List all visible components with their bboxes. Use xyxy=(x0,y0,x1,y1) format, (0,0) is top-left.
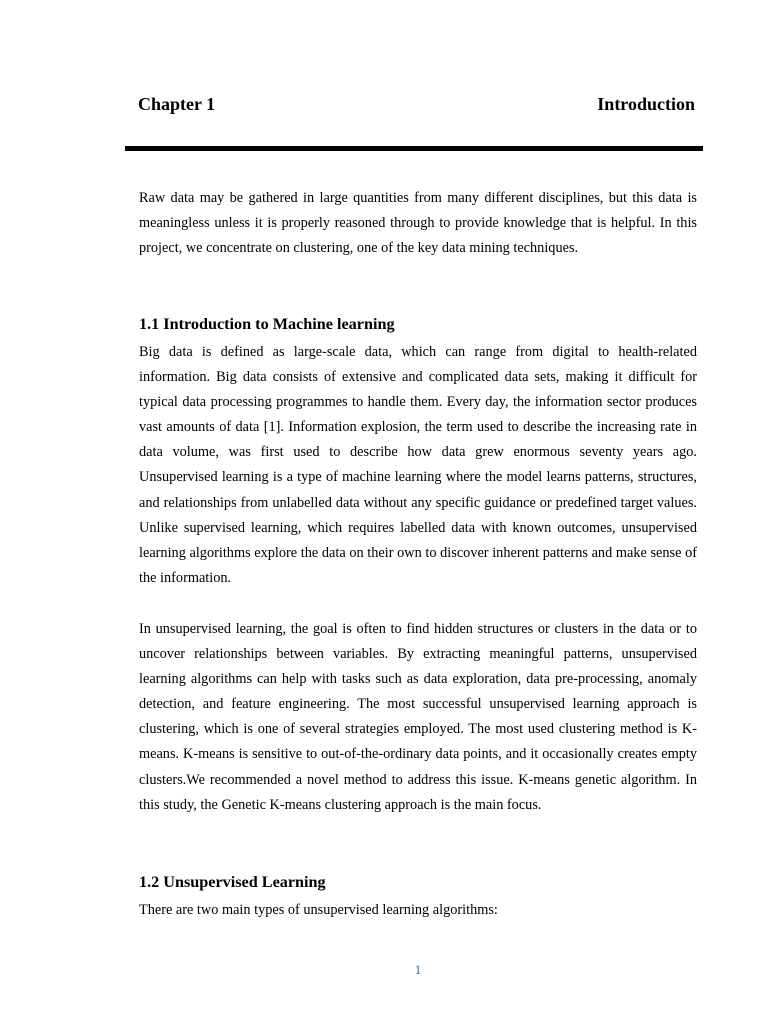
section-heading-1-1: 1.1 Introduction to Machine learning xyxy=(139,315,395,333)
intro-paragraph: Raw data may be gathered in large quantities from many different disciplines, but this data is meaningless unless it is properly reasoned through to provide knowledge that is helpful. In this project, we concentrate on clustering, one of the key data mining techniques. xyxy=(139,190,697,257)
header-rule xyxy=(125,146,703,151)
section-1-2-paragraph-1: There are two main types of unsupervised learning algorithms: xyxy=(139,902,498,918)
section-1-1-paragraph-1: Big data is defined as large-scale data, which can range from digital to health-related information. Big data consists of extensive and complicated data sets, making it difficult for typical data processing programmes to handle them. Every day, the information sector produces vast amounts of data [1]. Information explosion, the term used to describe the increasing rate in data volume, was first used to describe how data grew enormous seventy years ago. Unsupervised learning is a type of machine learning where the model learns patterns, structures, and relationships from unlabelled data without any specific guidance or predefined target values. Unlike supervised learning, which requires labelled data with known outcomes, unsupervised learning algorithms explore the data on their own to discover inherent patterns and make sense of the information. xyxy=(139,344,697,586)
section-heading-1-2: 1.2 Unsupervised Learning xyxy=(139,873,326,891)
chapter-number: Chapter 1 xyxy=(138,94,216,114)
section-1-1-paragraph-2: In unsupervised learning, the goal is often to find hidden structures or clusters in the data or to uncover relationships between variables. By extracting meaningful patterns, unsupervised learning algorithms can help with tasks such as data exploration, data pre-processing, anomaly detection, and feature engineering. The most successful unsupervised learning approach is clustering, which is one of several strategies employed. The most used clustering method is K-means. K-means is sensitive to out-of-the-ordinary data points, and it occasionally creates empty clusters.We recommended a novel method to address this issue. K-means genetic algorithm. In this study, the Genetic K-means clustering approach is the main focus. xyxy=(139,621,697,813)
page-number: 1 xyxy=(414,962,422,977)
chapter-header xyxy=(138,92,695,116)
chapter-title: Introduction xyxy=(597,94,695,114)
